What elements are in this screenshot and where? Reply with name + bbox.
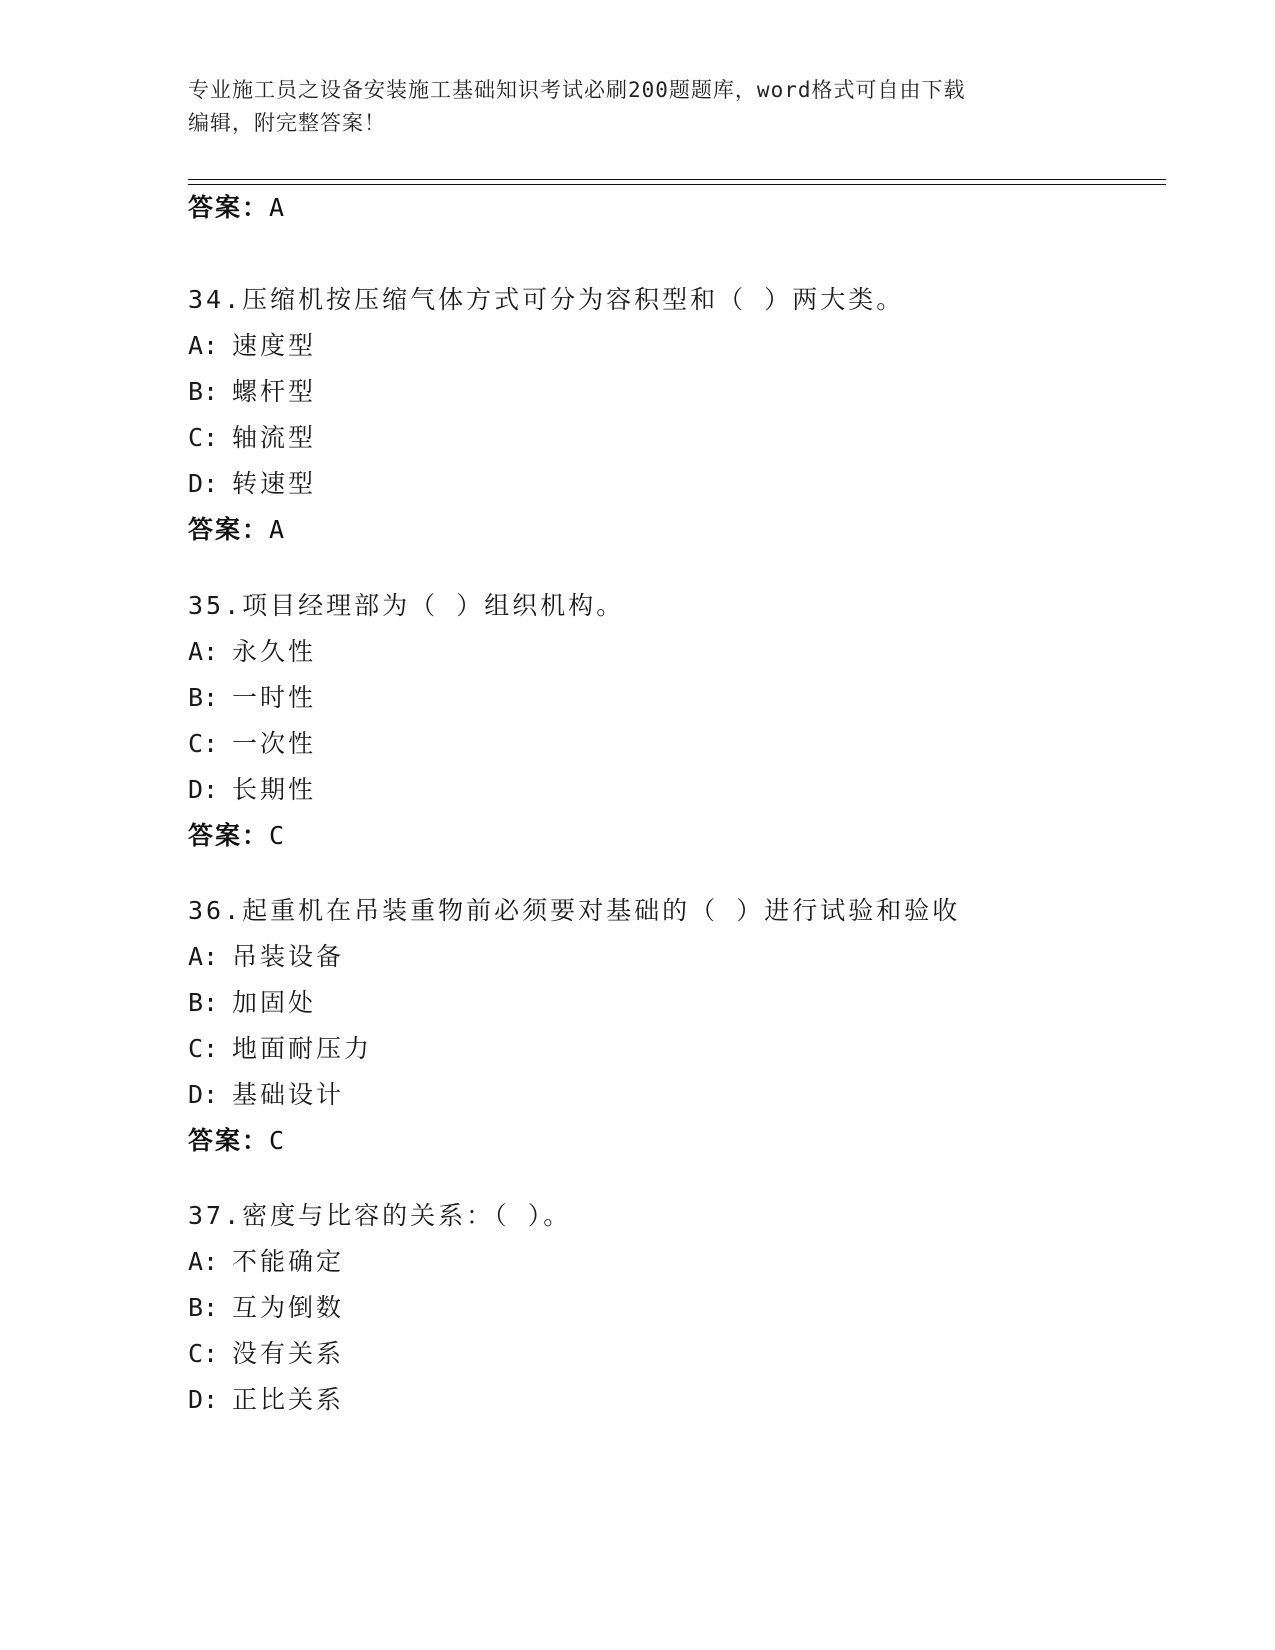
option-key: D: bbox=[188, 1080, 219, 1109]
header-divider-bottom bbox=[188, 184, 1166, 185]
option-text: 正比关系 bbox=[232, 1385, 345, 1414]
answer-label: 答案： bbox=[188, 1126, 270, 1155]
option-key: B: bbox=[188, 377, 219, 406]
option-b bbox=[188, 1291, 1188, 1325]
option-text: 互为倒数 bbox=[232, 1293, 345, 1322]
option-key: A: bbox=[188, 942, 219, 971]
option-b bbox=[188, 986, 1188, 1020]
option-b bbox=[188, 375, 1188, 409]
option-text: 地面耐压力 bbox=[232, 1034, 373, 1063]
option-c bbox=[188, 1337, 1188, 1371]
answer-value: A bbox=[269, 515, 285, 544]
answer-label: 答案： bbox=[188, 821, 270, 850]
option-c bbox=[188, 1032, 1188, 1066]
option-a bbox=[188, 1245, 1188, 1279]
option-a bbox=[188, 940, 1188, 974]
header-divider-top bbox=[188, 179, 1166, 180]
question-35 bbox=[188, 589, 1188, 853]
question-text: 36.起重机在吊装重物前必须要对基础的（ ）进行试验和验收 bbox=[188, 896, 961, 925]
question-36 bbox=[188, 894, 1188, 1158]
option-key: D: bbox=[188, 1385, 219, 1414]
option-text: 轴流型 bbox=[232, 423, 317, 452]
option-key: B: bbox=[188, 683, 219, 712]
header-line-2: 编辑，附完整答案！ bbox=[188, 111, 386, 135]
option-text: 速度型 bbox=[232, 331, 317, 360]
option-d bbox=[188, 467, 1188, 501]
option-text: 转速型 bbox=[232, 469, 317, 498]
answer-line-prev-question bbox=[188, 191, 284, 225]
option-d bbox=[188, 1383, 1188, 1417]
option-b bbox=[188, 681, 1188, 715]
question-37 bbox=[188, 1199, 1188, 1417]
option-key: D: bbox=[188, 469, 219, 498]
question-text: 37.密度与比容的关系：（ ）。 bbox=[188, 1201, 572, 1230]
option-text: 螺杆型 bbox=[232, 377, 317, 406]
option-key: C: bbox=[188, 1034, 219, 1063]
option-key: C: bbox=[188, 1339, 219, 1368]
answer-value: C bbox=[269, 1126, 285, 1155]
question-34 bbox=[188, 283, 1188, 547]
option-d bbox=[188, 773, 1188, 807]
option-text: 吊装设备 bbox=[232, 942, 345, 971]
option-text: 没有关系 bbox=[232, 1339, 345, 1368]
answer-line bbox=[188, 513, 1188, 547]
header-line-1: 专业施工员之设备安装施工基础知识考试必刷200题题库，word格式可自由下载 bbox=[188, 78, 966, 102]
option-c bbox=[188, 727, 1188, 761]
answer-line bbox=[188, 1124, 1188, 1158]
option-key: A: bbox=[188, 1247, 219, 1276]
answer-label: 答案： bbox=[188, 193, 270, 222]
option-a bbox=[188, 329, 1188, 363]
answer-value: C bbox=[269, 821, 285, 850]
option-key: D: bbox=[188, 775, 219, 804]
document-header bbox=[188, 74, 1068, 140]
option-key: A: bbox=[188, 331, 219, 360]
option-text: 长期性 bbox=[232, 775, 317, 804]
option-text: 加固处 bbox=[232, 988, 317, 1017]
option-text: 一时性 bbox=[232, 683, 317, 712]
option-text: 一次性 bbox=[232, 729, 317, 758]
question-text: 34.压缩机按压缩气体方式可分为容积型和（ ）两大类。 bbox=[188, 285, 905, 314]
option-text: 永久性 bbox=[232, 637, 317, 666]
option-key: B: bbox=[188, 1293, 219, 1322]
answer-value: A bbox=[269, 193, 285, 222]
option-key: A: bbox=[188, 637, 219, 666]
question-text: 35.项目经理部为（ ）组织机构。 bbox=[188, 591, 625, 620]
option-key: B: bbox=[188, 988, 219, 1017]
option-a bbox=[188, 635, 1188, 669]
option-key: C: bbox=[188, 423, 219, 452]
option-d bbox=[188, 1078, 1188, 1112]
answer-line bbox=[188, 819, 1188, 853]
option-c bbox=[188, 421, 1188, 455]
option-text: 基础设计 bbox=[232, 1080, 345, 1109]
option-key: C: bbox=[188, 729, 219, 758]
answer-label: 答案： bbox=[188, 515, 270, 544]
option-text: 不能确定 bbox=[232, 1247, 345, 1276]
